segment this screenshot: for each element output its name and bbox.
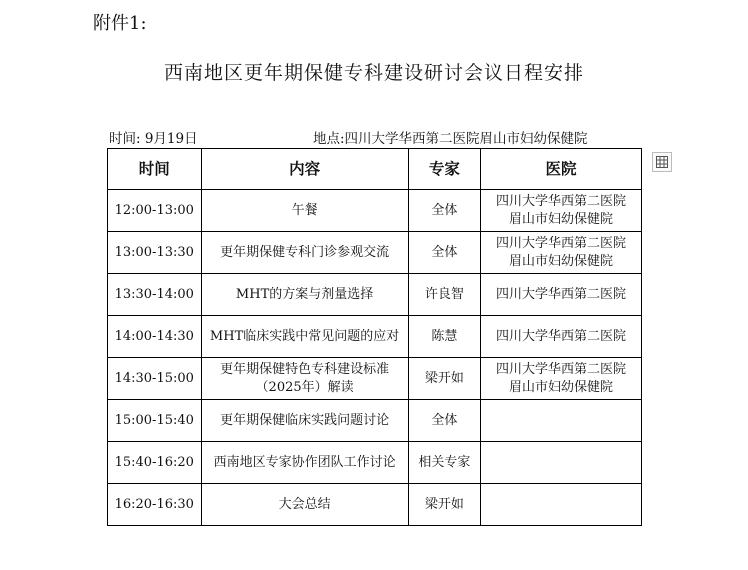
cell-hospital: [481, 274, 642, 316]
table-row: [108, 400, 642, 442]
cell-expert: 全体: [408, 232, 480, 274]
table-row: [108, 274, 642, 316]
cell-expert: 陈慧: [408, 316, 480, 358]
cell-time: 14:30-15:00: [108, 358, 202, 400]
cell-content: 西南地区专家协作团队工作讨论: [201, 442, 408, 484]
cell-expert: 梁开如: [408, 484, 480, 526]
cell-time: 13:30-14:00: [108, 274, 202, 316]
attachment-label: 附件1:: [93, 13, 147, 34]
cell-content: 更年期保健专科门诊参观交流: [201, 232, 408, 274]
cell-content: 更年期保健特色专科建设标准（2025年）解读: [201, 358, 408, 400]
header-expert: 专家: [408, 149, 480, 190]
hospital-line: 四川大学华西第二医院: [496, 286, 627, 302]
meeting-time: 时间: 9月19日: [109, 131, 198, 147]
table-row: [108, 358, 642, 400]
header-hospital: 医院: [481, 149, 642, 190]
table-row: [108, 484, 642, 526]
table-row: [108, 442, 642, 484]
cell-hospital: [481, 358, 642, 400]
hospital-line: 眉山市妇幼保健院: [509, 211, 614, 227]
hospital-line: 四川大学华西第二医院: [496, 235, 627, 251]
document-title: 西南地区更年期保健专科建设研讨会议日程安排: [163, 62, 584, 84]
cell-expert: 相关专家: [408, 442, 480, 484]
cell-time: 15:00-15:40: [108, 400, 202, 442]
header-time: 时间: [108, 149, 202, 190]
cell-time: 14:00-14:30: [108, 316, 202, 358]
cell-content: MHT的方案与剂量选择: [201, 274, 408, 316]
cell-time: 16:20-16:30: [108, 484, 202, 526]
hospital-line: 眉山市妇幼保健院: [509, 253, 614, 269]
cell-hospital: [481, 190, 642, 232]
header-content: 内容: [201, 149, 408, 190]
hospital-line: 四川大学华西第二医院: [496, 328, 627, 344]
cell-content: 更年期保健临床实践问题讨论: [201, 400, 408, 442]
table-icon[interactable]: [652, 152, 672, 172]
cell-time: 15:40-16:20: [108, 442, 202, 484]
table-row: [108, 316, 642, 358]
hospital-line: 四川大学华西第二医院: [496, 193, 627, 209]
table-grid-icon: [656, 156, 668, 168]
schedule-table: [107, 148, 642, 526]
table-header-row: [108, 149, 642, 190]
cell-hospital: [481, 484, 642, 526]
cell-content: 午餐: [201, 190, 408, 232]
hospital-line: 眉山市妇幼保健院: [509, 379, 614, 395]
meeting-location: 地点:四川大学华西第二医院眉山市妇幼保健院: [313, 131, 588, 147]
cell-expert: 许良智: [408, 274, 480, 316]
cell-expert: 全体: [408, 190, 480, 232]
cell-hospital: [481, 442, 642, 484]
cell-expert: 梁开如: [408, 358, 480, 400]
cell-hospital: [481, 232, 642, 274]
cell-time: 13:00-13:30: [108, 232, 202, 274]
hospital-line: 四川大学华西第二医院: [496, 361, 627, 377]
cell-content: 大会总结: [201, 484, 408, 526]
table-row: [108, 232, 642, 274]
table-row: [108, 190, 642, 232]
cell-content: MHT临床实践中常见问题的应对: [201, 316, 408, 358]
cell-time: 12:00-13:00: [108, 190, 202, 232]
cell-expert: 全体: [408, 400, 480, 442]
cell-hospital: [481, 316, 642, 358]
cell-hospital: [481, 400, 642, 442]
